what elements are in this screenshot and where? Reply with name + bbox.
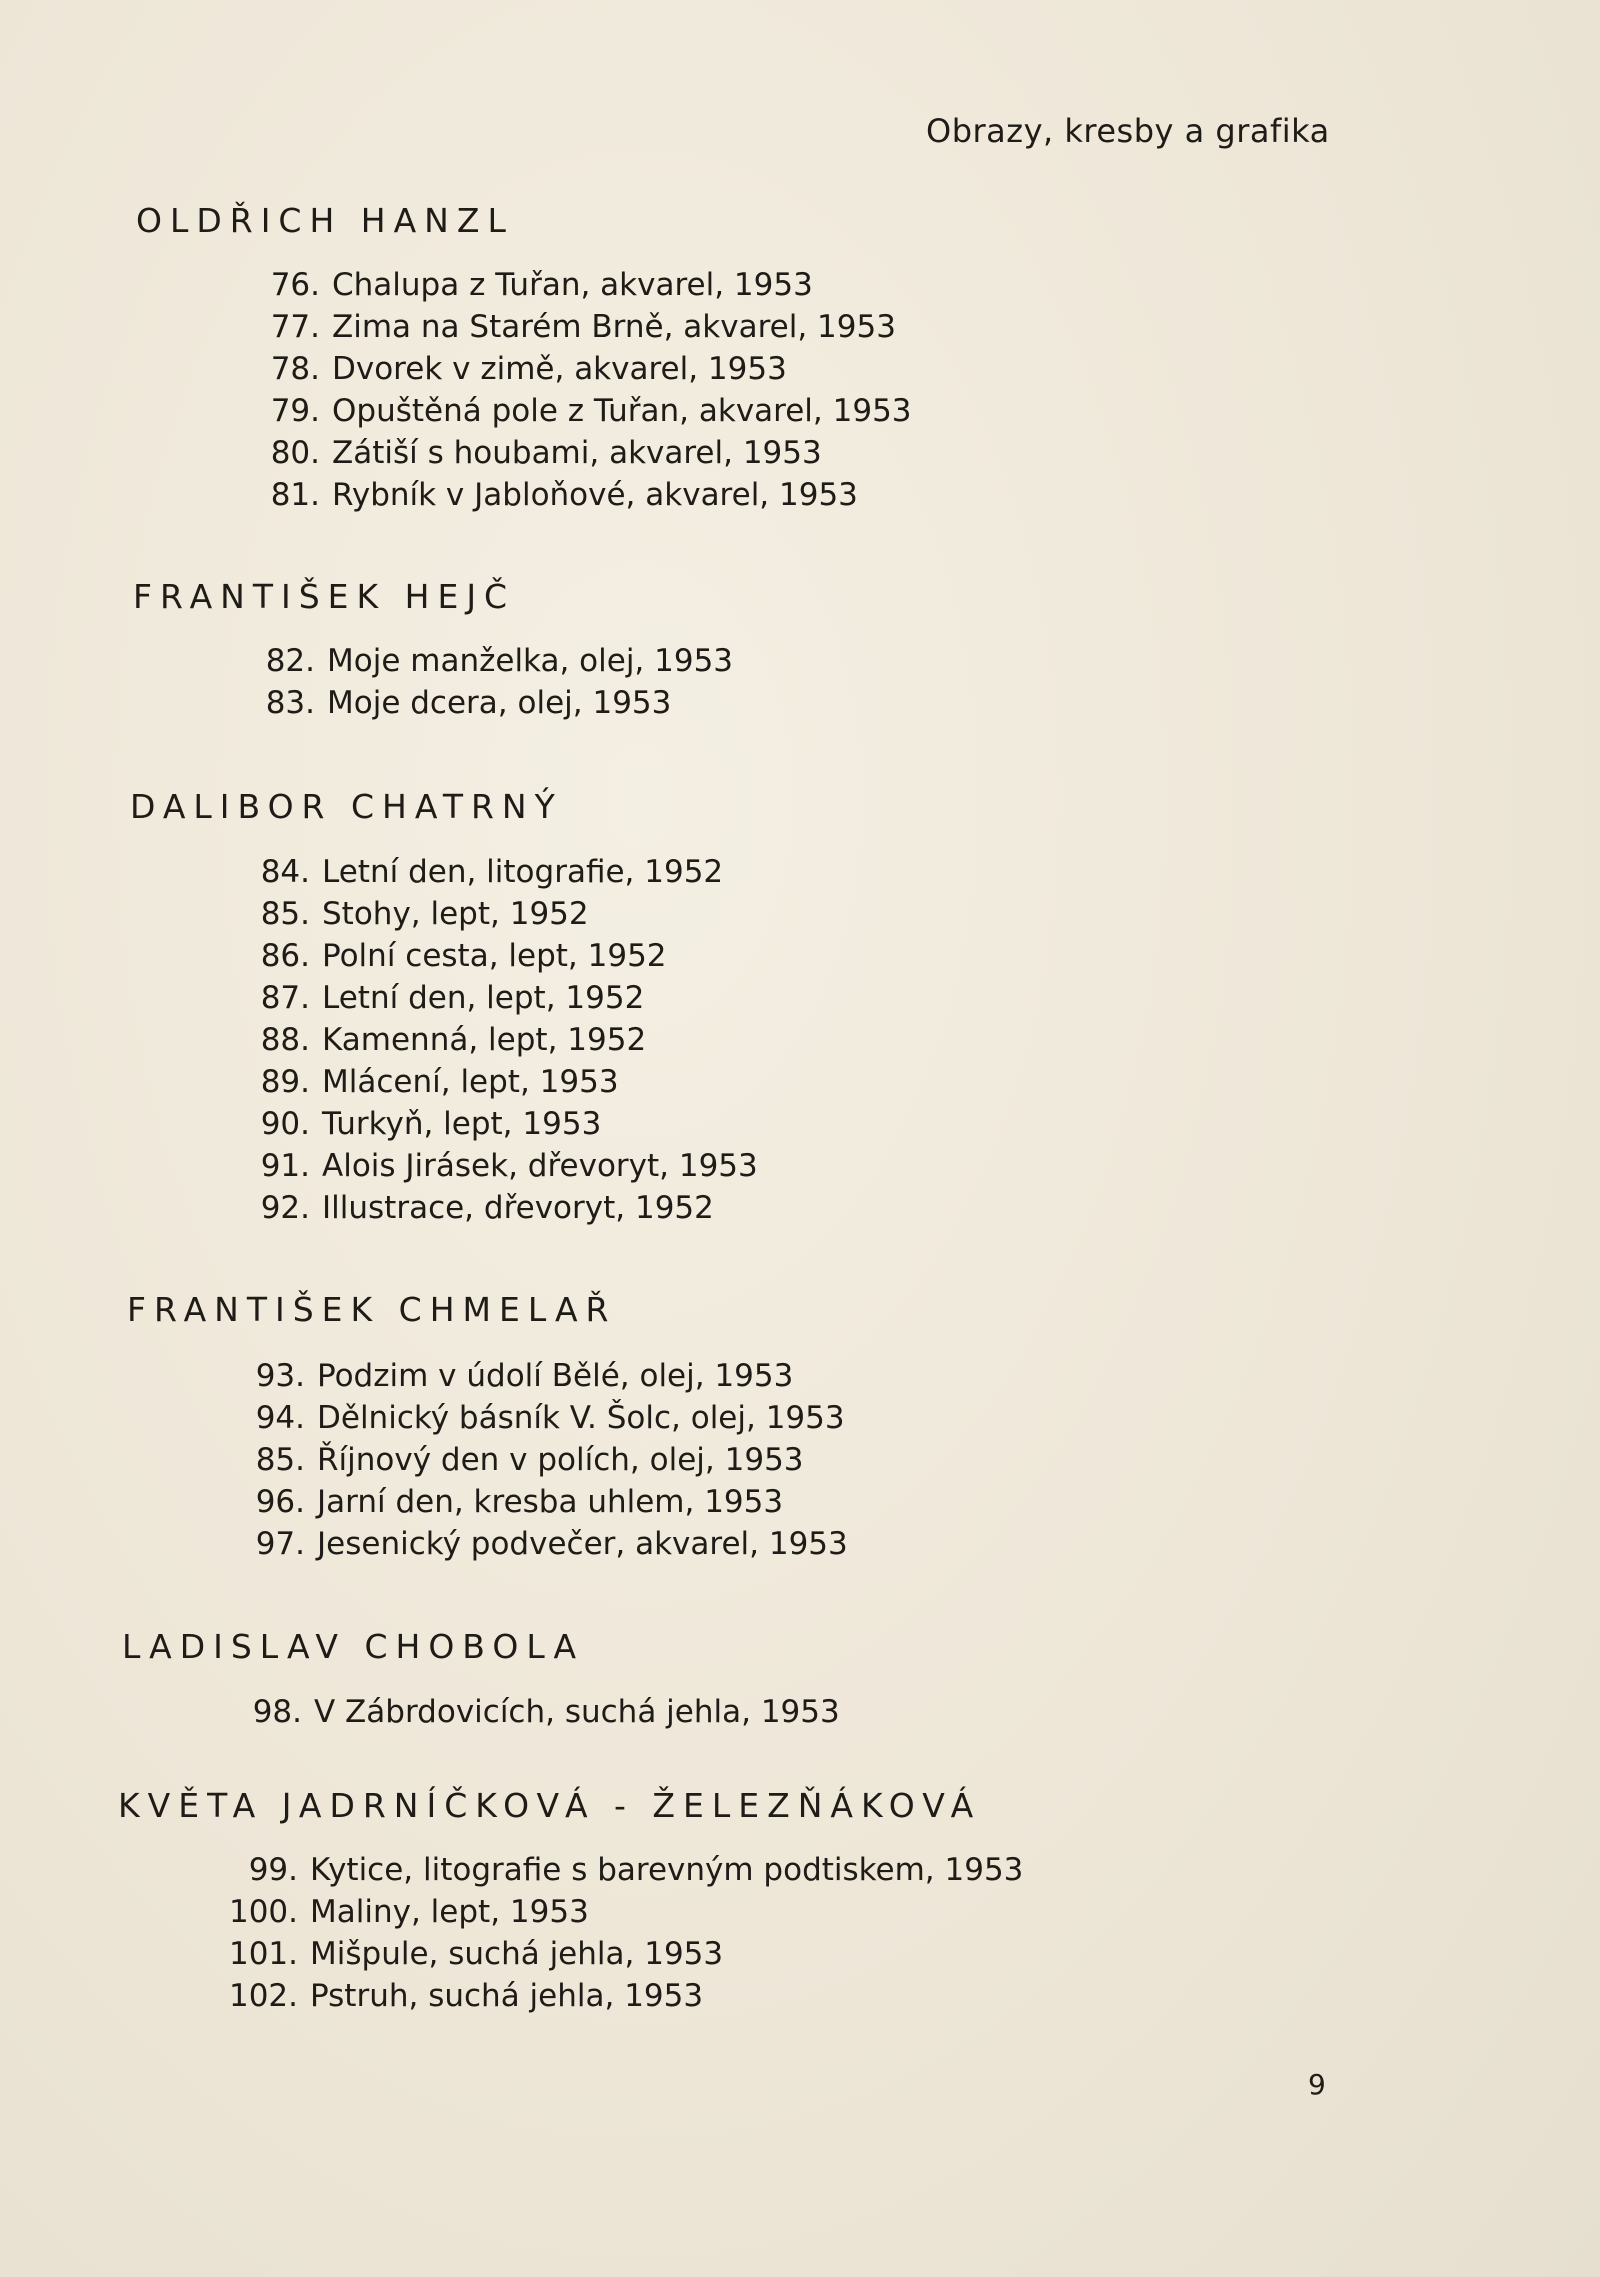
entry-number: 88. — [260, 1022, 310, 1058]
entry-number: 92. — [260, 1190, 310, 1226]
entry-number: 79. — [270, 393, 320, 429]
entry-number: 97. — [255, 1526, 305, 1562]
list-item — [260, 980, 758, 1022]
entry-number: 80. — [270, 435, 320, 471]
entry-title: V Zábrdovicích, suchá jehla, 1953 — [314, 1694, 840, 1730]
author-heading: DALIBOR CHATRNÝ — [130, 787, 563, 826]
entry-number: 85. — [255, 1442, 305, 1478]
entry-number: 82. — [265, 643, 315, 679]
entry-title: Jesenický podvečer, akvarel, 1953 — [317, 1526, 848, 1562]
list-item — [260, 1064, 758, 1106]
list-item — [252, 1694, 840, 1736]
entry-number: 89. — [260, 1064, 310, 1100]
entry-title: Pstruh, suchá jehla, 1953 — [310, 1978, 704, 2014]
entry-title: Zátiší s houbami, akvarel, 1953 — [332, 435, 822, 471]
entry-list — [252, 1694, 840, 1736]
entry-title: Mišpule, suchá jehla, 1953 — [310, 1936, 724, 1972]
entry-title: Kytice, litografie s barevným podtiskem, 1953 — [310, 1852, 1024, 1888]
list-item — [265, 685, 733, 727]
entry-title: Polní cesta, lept, 1952 — [322, 938, 667, 974]
entry-number: 99. — [248, 1852, 298, 1888]
entry-number: 84. — [260, 854, 310, 890]
list-item — [260, 1148, 758, 1190]
list-item — [255, 1442, 848, 1484]
entry-number: 93. — [255, 1358, 305, 1394]
entry-title: Chalupa z Tuřan, akvarel, 1953 — [332, 267, 813, 303]
list-item — [270, 477, 912, 519]
list-item — [270, 393, 912, 435]
entry-list — [260, 854, 758, 1232]
entry-title: Zima na Starém Brně, akvarel, 1953 — [332, 309, 896, 345]
list-item — [248, 1852, 1024, 1894]
list-item — [255, 1526, 848, 1568]
entry-number: 98. — [252, 1694, 302, 1730]
entry-list — [270, 267, 912, 519]
entry-number: 90. — [260, 1106, 310, 1142]
list-item — [228, 1894, 1023, 1936]
list-item — [255, 1484, 848, 1526]
entry-number: 91. — [260, 1148, 310, 1184]
entry-title: Maliny, lept, 1953 — [310, 1894, 589, 1930]
entry-list — [255, 1358, 848, 1568]
entry-list — [228, 1852, 1024, 2020]
entry-title: Jarní den, kresba uhlem, 1953 — [317, 1484, 784, 1520]
author-heading: KVĚTA JADRNÍČKOVÁ - ŽELEZŇÁKOVÁ — [118, 1786, 982, 1825]
entry-title: Kamenná, lept, 1952 — [322, 1022, 647, 1058]
list-item — [265, 643, 734, 685]
entry-title: Letní den, lept, 1952 — [322, 980, 645, 1016]
list-item — [270, 435, 912, 477]
author-heading: OLDŘICH HANZL — [136, 201, 514, 240]
entry-number: 78. — [270, 351, 320, 387]
entry-number: 81. — [270, 477, 320, 513]
entry-title: Opuštěná pole z Tuřan, akvarel, 1953 — [332, 393, 912, 429]
list-item — [260, 1022, 758, 1064]
list-item — [255, 1400, 848, 1442]
page-number: 9 — [1308, 2068, 1326, 2101]
entry-number: 83. — [265, 685, 315, 721]
entry-title: Turkyň, lept, 1953 — [322, 1106, 602, 1142]
list-item — [228, 1978, 1023, 2020]
list-item — [260, 938, 758, 980]
entry-number: 85. — [260, 896, 310, 932]
entry-title: Stohy, lept, 1952 — [322, 896, 589, 932]
entry-list — [265, 643, 734, 727]
entry-number: 77. — [270, 309, 320, 345]
entry-number: 101. — [228, 1936, 298, 1972]
entry-number: 94. — [255, 1400, 305, 1436]
author-heading: FRANTIŠEK HEJČ — [133, 577, 516, 616]
entry-number: 87. — [260, 980, 310, 1016]
entry-number: 96. — [255, 1484, 305, 1520]
running-head: Obrazy, kresby a grafika — [926, 112, 1330, 150]
entry-title: Moje manželka, olej, 1953 — [327, 643, 734, 679]
list-item — [260, 896, 758, 938]
entry-number: 86. — [260, 938, 310, 974]
list-item — [270, 351, 912, 393]
entry-title: Dělnický básník V. Šolc, olej, 1953 — [317, 1400, 845, 1436]
list-item — [270, 267, 912, 309]
entry-title: Rybník v Jabloňové, akvarel, 1953 — [332, 477, 858, 513]
entry-number: 100. — [228, 1894, 298, 1930]
author-heading: LADISLAV CHOBOLA — [122, 1627, 585, 1666]
entry-title: Mlácení, lept, 1953 — [322, 1064, 619, 1100]
entry-number: 76. — [270, 267, 320, 303]
entry-title: Letní den, litografie, 1952 — [322, 854, 724, 890]
list-item — [255, 1358, 848, 1400]
entry-title: Moje dcera, olej, 1953 — [327, 685, 672, 721]
entry-title: Illustrace, dřevoryt, 1952 — [322, 1190, 714, 1226]
list-item — [270, 309, 912, 351]
list-item — [260, 1190, 758, 1232]
entry-title: Říjnový den v polích, olej, 1953 — [317, 1442, 804, 1478]
list-item — [260, 1106, 758, 1148]
entry-number: 102. — [228, 1978, 298, 2014]
entry-title: Dvorek v zimě, akvarel, 1953 — [332, 351, 787, 387]
entry-title: Podzim v údolí Bělé, olej, 1953 — [317, 1358, 794, 1394]
list-item — [228, 1936, 1023, 1978]
list-item — [260, 854, 758, 896]
entry-title: Alois Jirásek, dřevoryt, 1953 — [322, 1148, 758, 1184]
author-heading: FRANTIŠEK CHMELAŘ — [127, 1290, 617, 1329]
